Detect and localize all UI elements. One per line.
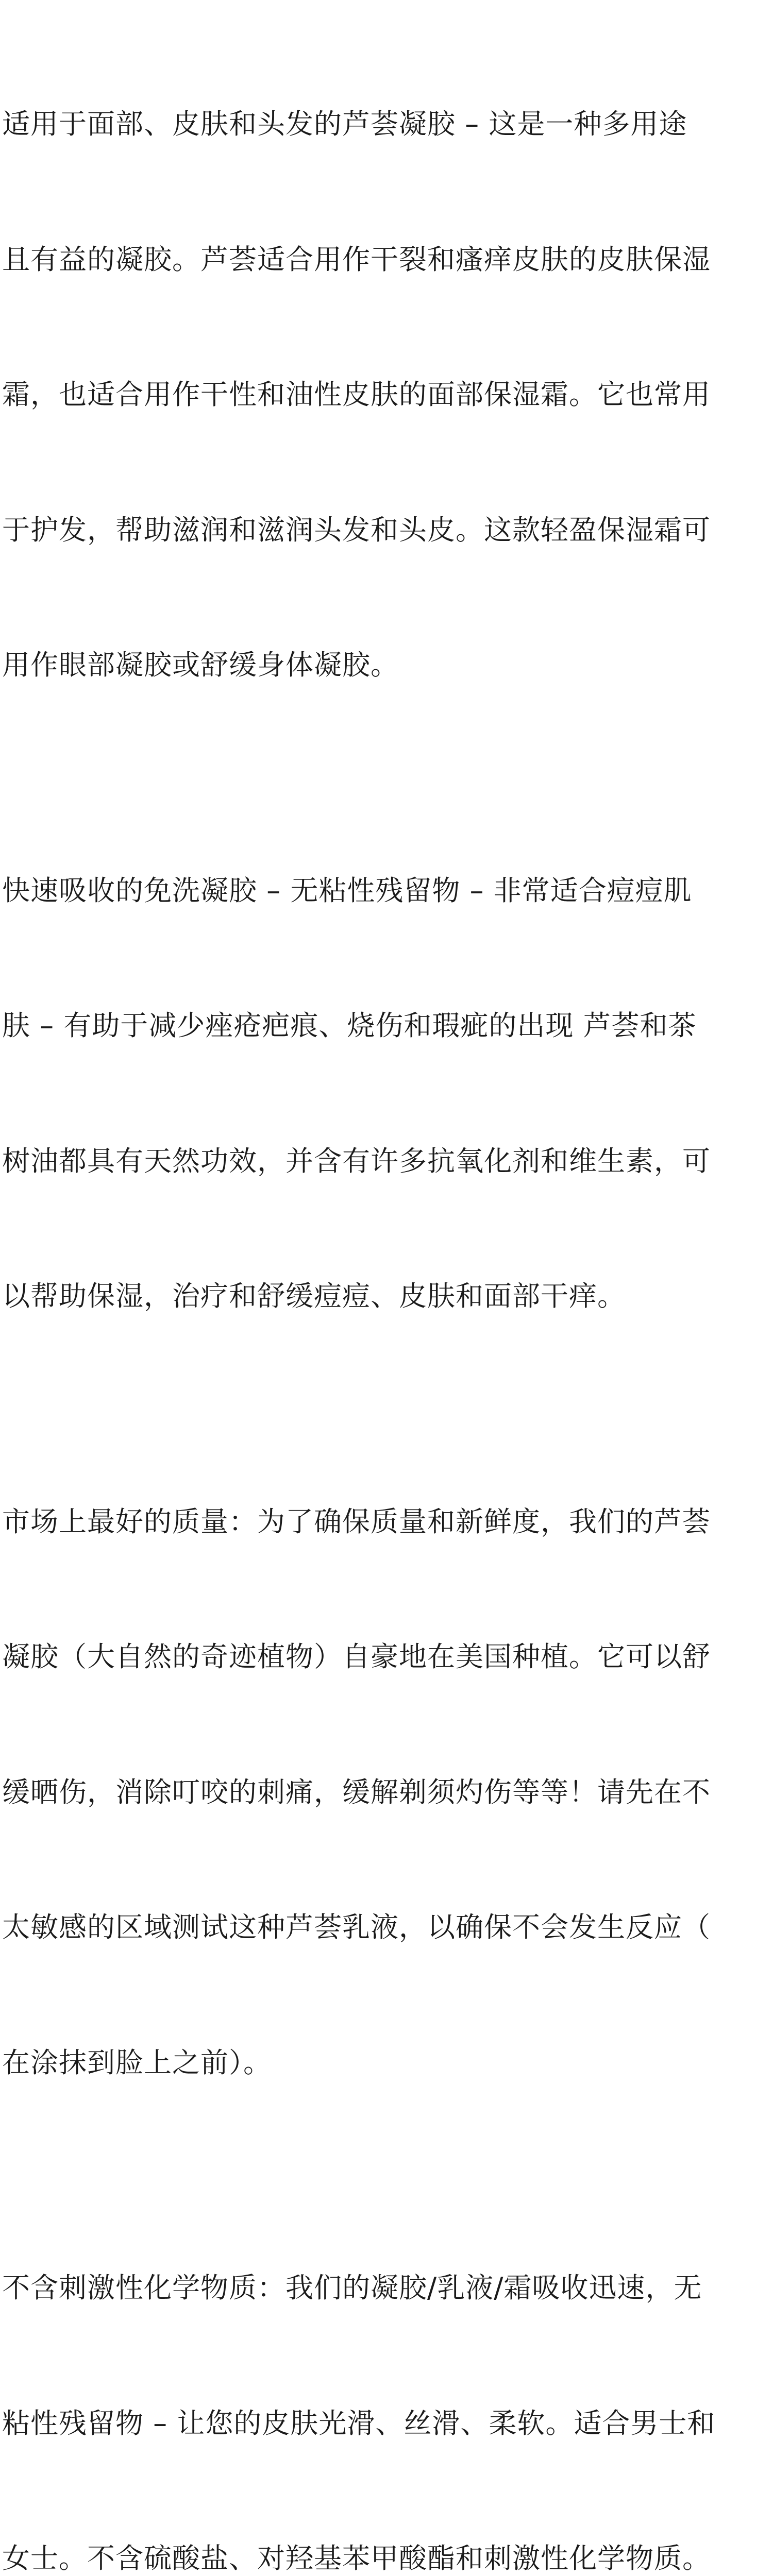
- text-line: 霜，也适合用作干性和油性皮肤的面部保湿霜。它也常用: [2, 378, 711, 411]
- text-line: 快速吸收的免洗凝胶 – 无粘性残留物 – 非常适合痘痘肌: [2, 874, 692, 907]
- text-line: 适用于面部、皮肤和头发的芦荟凝胶 – 这是一种多用途: [2, 108, 687, 140]
- text-line: 太敏感的区域测试这种芦荟乳液，以确保不会发生反应（: [2, 1911, 711, 1943]
- text-line: 在涂抹到脸上之前）。: [2, 2046, 272, 2079]
- paragraph-no-harsh-chemicals: [2, 2175, 770, 2576]
- paragraph-fast-absorbing: [2, 778, 770, 1409]
- text-line: 女士。不含硫酸盐、对羟基苯甲酸酯和刺激性化学物质。: [2, 2542, 711, 2574]
- paragraph-best-quality: [2, 1409, 770, 2176]
- text-line: 以帮助保湿，治疗和舒缓痘痘、皮肤和面部干痒。: [2, 1280, 626, 1312]
- text-line: 凝胶（大自然的奇迹植物）自豪地在美国种植。它可以舒: [2, 1640, 711, 1673]
- text-line: 粘性残留物 – 让您的皮肤光滑、丝滑、柔软。适合男士和: [2, 2406, 716, 2439]
- text-line: 肤 – 有助于减少痤疮疤痕、烧伤和瑕疵的出现 芦荟和茶: [2, 1009, 697, 1042]
- text-line: 且有益的凝胶。芦荟适合用作干裂和瘙痒皮肤的皮肤保湿: [2, 243, 711, 276]
- product-description: [2, 11, 770, 2576]
- paragraph-face-skin-hair: [2, 11, 770, 778]
- text-line: 树油都具有天然功效，并含有许多抗氧化剂和维生素，可: [2, 1144, 711, 1177]
- text-line: 缓晒伤，消除叮咬的刺痛，缓解剃须灼伤等等！请先在不: [2, 1775, 711, 1808]
- text-line: 不含刺激性化学物质：我们的凝胶/乳液/霜吸收迅速，无: [2, 2272, 702, 2304]
- text-line: 于护发，帮助滋润和滋润头发和头皮。这款轻盈保湿霜可: [2, 513, 711, 546]
- text-line: 用作眼部凝胶或舒缓身体凝胶。: [2, 649, 399, 681]
- text-line: 市场上最好的质量：为了确保质量和新鲜度，我们的芦荟: [2, 1505, 711, 1538]
